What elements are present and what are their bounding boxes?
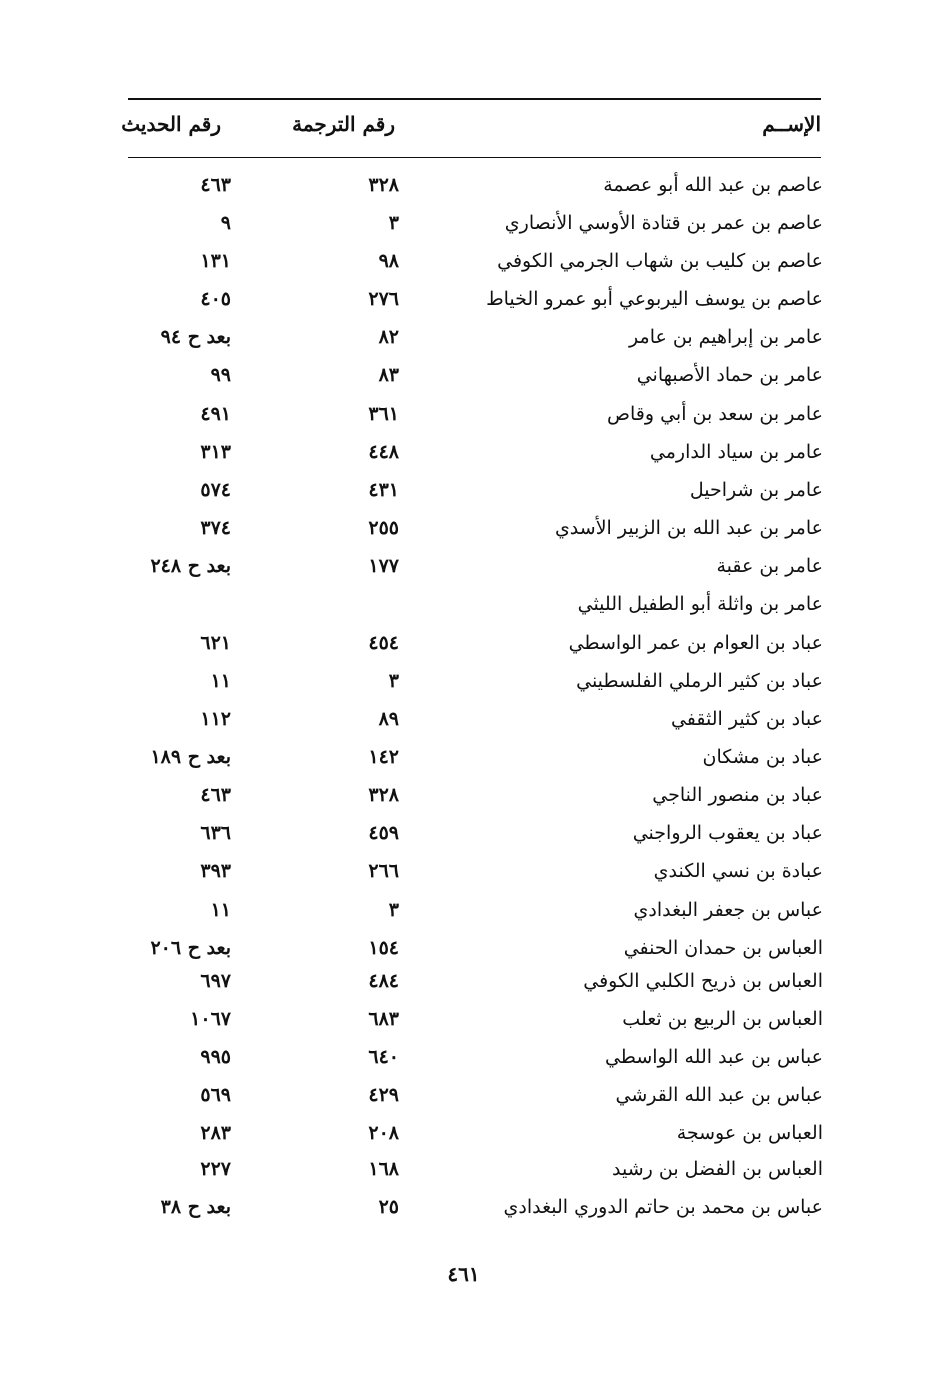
table-row (0, 397, 927, 431)
hadith-number: ٢٢٧ (200, 1158, 231, 1180)
hadith-number: ٤٦٣ (200, 784, 231, 806)
table-row (0, 854, 927, 888)
translation-number: ٣٦١ (368, 403, 399, 425)
hadith-number: ١٣١ (200, 250, 231, 272)
table-row (0, 664, 927, 698)
hadith-number: ٩ (220, 212, 231, 234)
hadith-number: ٢٨٣ (200, 1122, 231, 1144)
translation-number: ٢٦٦ (368, 860, 399, 882)
table-row (0, 244, 927, 278)
translation-number: ٦٨٣ (368, 1008, 399, 1030)
table-row (0, 1002, 927, 1036)
table-row (0, 1040, 927, 1074)
narrator-name: عاصم بن كليب بن شهاب الجرمي الكوفي (497, 250, 823, 272)
narrator-name: العباس بن عوسجة (676, 1122, 823, 1144)
translation-number: ٤٥٤ (368, 632, 399, 654)
hadith-number: بعد ح ٢٠٦ (150, 937, 231, 959)
header-hadith-number: رقم الحديث (121, 112, 221, 136)
translation-number: ٨٢ (378, 326, 399, 348)
narrator-name: عباس بن عبد الله الواسطي (604, 1046, 823, 1068)
table-row (0, 206, 927, 240)
hadith-number: ٩٩٥ (200, 1046, 231, 1068)
narrator-name: عباد بن العوام بن عمر الواسطي (568, 632, 823, 654)
hadith-number: ٣٧٤ (200, 517, 231, 539)
translation-number: ٢٥٥ (368, 517, 399, 539)
narrator-name: عامر بن عقبة (716, 555, 823, 577)
table-row (0, 626, 927, 660)
table-row (0, 702, 927, 736)
narrator-name: عاصم بن عمر بن قتادة الأوسي الأنصاري (504, 212, 823, 234)
translation-number: ٢٧٦ (368, 288, 399, 310)
hadith-number: ٣١٣ (200, 441, 231, 463)
hadith-number: ١١ (210, 670, 231, 692)
translation-number: ١٥٤ (368, 937, 399, 959)
translation-number: ١٦٨ (368, 1158, 399, 1180)
translation-number: ٢٠٨ (368, 1122, 399, 1144)
translation-number: ٣ (388, 899, 399, 921)
table-row (0, 549, 927, 583)
table-row (0, 964, 927, 998)
table-row (0, 931, 927, 965)
narrator-name: عباس بن محمد بن حاتم الدوري البغدادي (503, 1196, 823, 1218)
narrator-name: عباس بن عبد الله القرشي (615, 1084, 823, 1106)
narrator-name: عامر بن إبراهيم بن عامر (629, 326, 823, 348)
translation-number: ٣٢٨ (368, 784, 399, 806)
hadith-number: ٤٩١ (200, 403, 231, 425)
narrator-name: عاصم بن عبد الله أبو عصمة (603, 174, 823, 196)
table-row (0, 893, 927, 927)
table-row (0, 435, 927, 469)
narrator-name: عامر بن سياد الدارمي (649, 441, 823, 463)
table-row (0, 1078, 927, 1112)
hadith-number: ٩٩ (210, 364, 231, 386)
header-translation-number: رقم الترجمة (292, 112, 395, 136)
hadith-number: ١١٢ (200, 708, 231, 730)
narrator-name: عامر بن واثلة أبو الطفيل الليثي (577, 593, 823, 615)
translation-number: ٤٢٩ (368, 1084, 399, 1106)
translation-number: ١٧٧ (368, 555, 399, 577)
narrator-name: عباس بن جعفر البغدادي (633, 899, 823, 921)
narrator-name: عامر بن حماد الأصبهاني (636, 364, 823, 386)
header-rule (128, 157, 821, 158)
table-row (0, 740, 927, 774)
translation-number: ٣ (388, 212, 399, 234)
narrator-name: عامر بن سعد بن أبي وقاص (607, 403, 823, 425)
narrator-name: عاصم بن يوسف اليربوعي أبو عمرو الخياط (486, 288, 823, 310)
hadith-number: ٣٩٣ (200, 860, 231, 882)
translation-number: ٨٣ (378, 364, 399, 386)
narrator-name: عباد بن مشكان (702, 746, 823, 768)
hadith-number: ٤٠٥ (200, 288, 231, 310)
table-row (0, 168, 927, 202)
hadith-number: ٥٧٤ (200, 479, 231, 501)
translation-number: ١٤٢ (368, 746, 399, 768)
page-number: ٤٦١ (447, 1262, 480, 1286)
translation-number: ٤٤٨ (368, 441, 399, 463)
narrator-name: عباد بن منصور الناجي (652, 784, 823, 806)
hadith-number: بعد ح ٩٤ (160, 326, 231, 348)
hadith-number: ٦٢١ (200, 632, 231, 654)
narrator-name: عامر بن شراحيل (689, 479, 823, 501)
narrator-name: العباس بن حمدان الحنفي (623, 937, 823, 959)
table-row (0, 816, 927, 850)
translation-number: ٢٥ (378, 1196, 399, 1218)
translation-number: ٤٨٤ (368, 970, 399, 992)
hadith-number: ٦٩٧ (200, 970, 231, 992)
table-row (0, 1116, 927, 1150)
table-row (0, 320, 927, 354)
translation-number: ٩٨ (378, 250, 399, 272)
hadith-number: بعد ح ١٨٩ (150, 746, 231, 768)
table-row (0, 778, 927, 812)
narrator-name: العباس بن ذريح الكلبي الكوفي (583, 970, 823, 992)
table-row (0, 1190, 927, 1224)
narrator-name: عباد بن كثير الرملي الفلسطيني (576, 670, 823, 692)
narrator-name: عباد بن يعقوب الرواجني (632, 822, 823, 844)
table-row (0, 1152, 927, 1186)
translation-number: ٣ (388, 670, 399, 692)
table-row (0, 358, 927, 392)
narrator-name: العباس بن الفضل بن رشيد (612, 1158, 823, 1180)
hadith-number: بعد ح ٢٤٨ (150, 555, 231, 577)
hadith-number: ١١ (210, 899, 231, 921)
hadith-number: ١٠٦٧ (190, 1008, 231, 1030)
translation-number: ٨٩ (378, 708, 399, 730)
hadith-number: ٥٦٩ (200, 1084, 231, 1106)
translation-number: ٣٢٨ (368, 174, 399, 196)
translation-number: ٤٣١ (368, 479, 399, 501)
table-row (0, 282, 927, 316)
hadith-number: ٦٣٦ (200, 822, 231, 844)
header-name: الإســم (762, 112, 821, 136)
hadith-number: ٤٦٣ (200, 174, 231, 196)
translation-number: ٦٤٠ (368, 1046, 399, 1068)
table-row (0, 587, 927, 621)
narrator-name: عباد بن كثير الثقفي (670, 708, 823, 730)
table-row (0, 511, 927, 545)
narrator-name: العباس بن الربيع بن ثعلب (622, 1008, 823, 1030)
narrator-name: عبادة بن نسي الكندي (653, 860, 823, 882)
table-row (0, 473, 927, 507)
narrator-name: عامر بن عبد الله بن الزبير الأسدي (554, 517, 823, 539)
top-rule (128, 98, 821, 100)
translation-number: ٤٥٩ (368, 822, 399, 844)
hadith-number: بعد ح ٣٨ (160, 1196, 231, 1218)
